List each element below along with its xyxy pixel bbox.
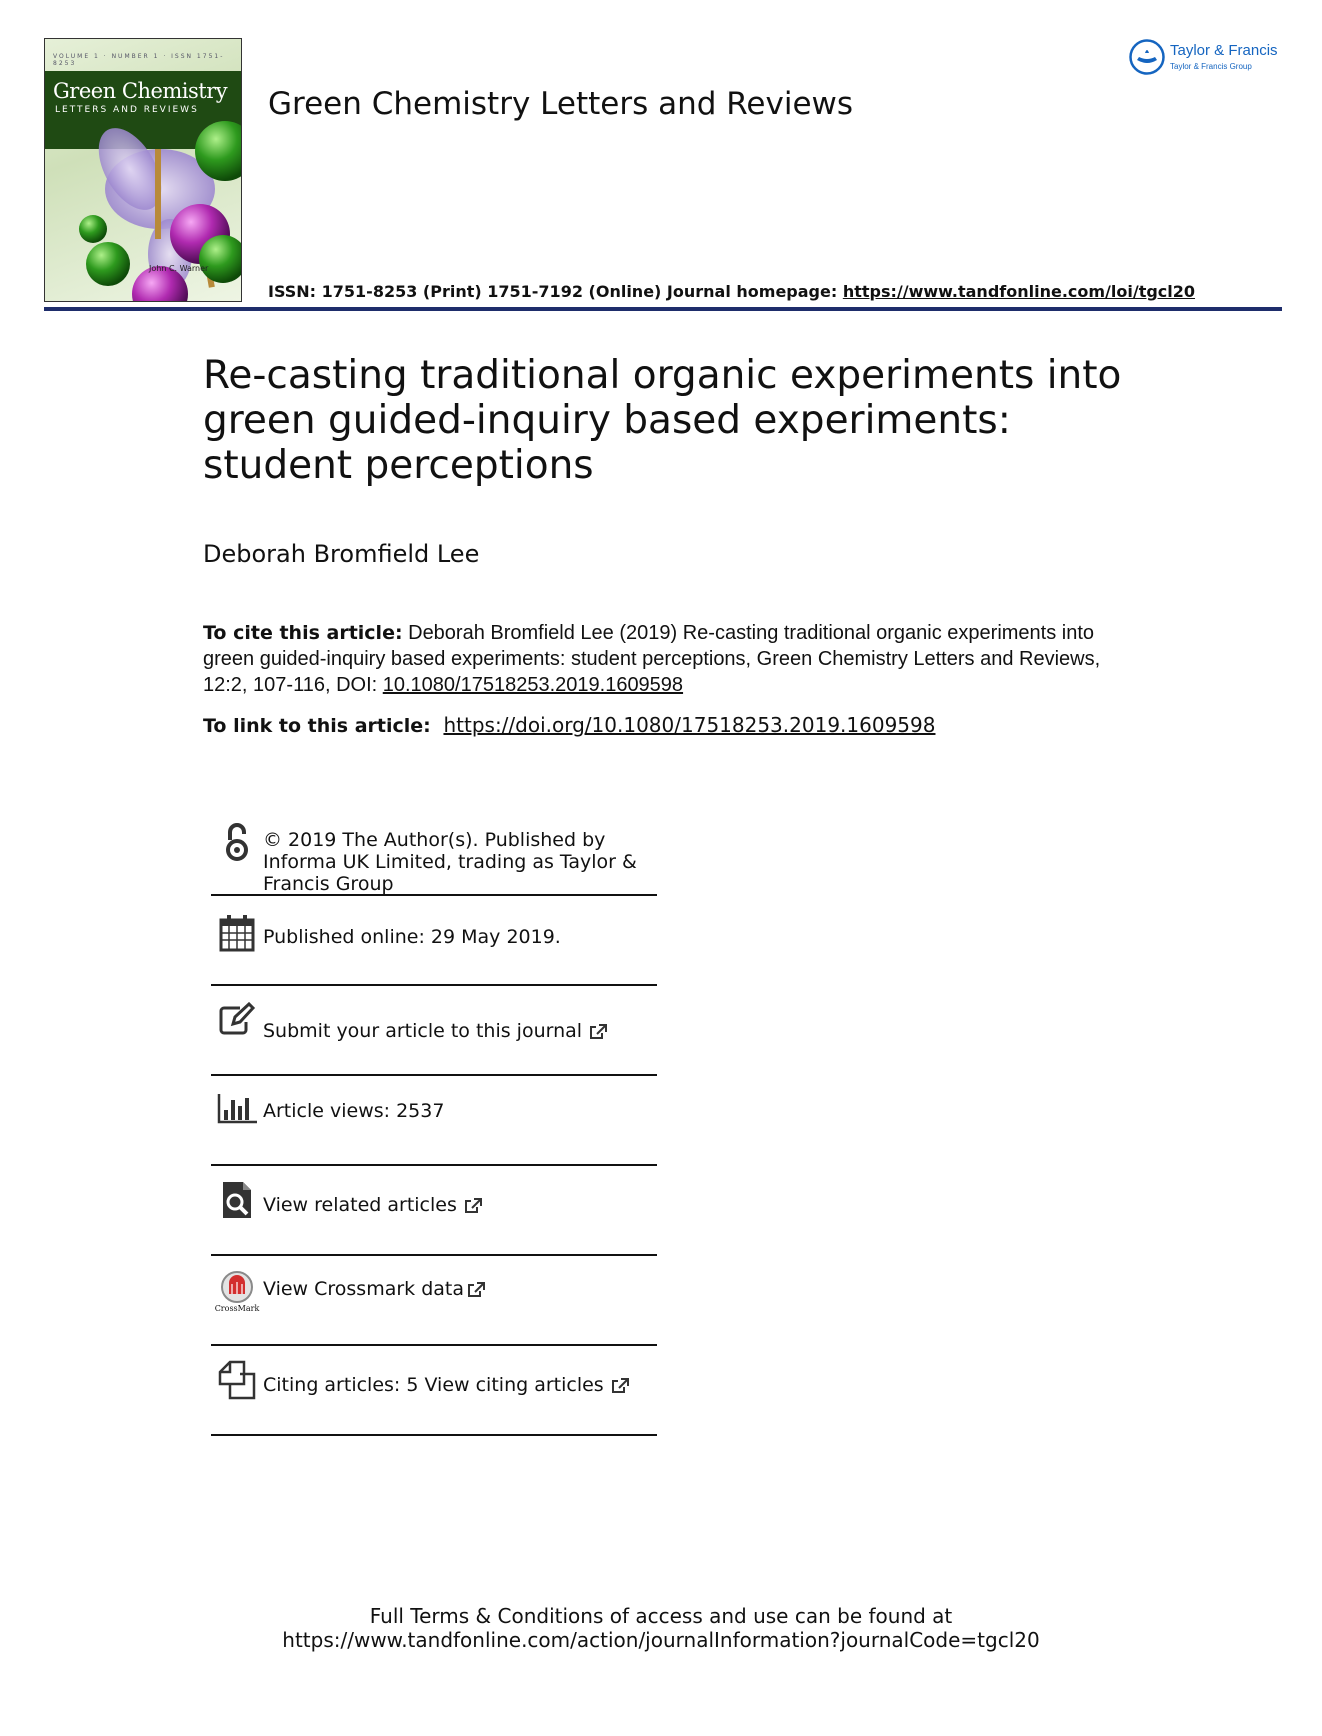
cite-text: Deborah Bromfield Lee (2019) Re-casting traditional organic experiments into green guided-inquiry based experiments: student perceptions, Green Chemistry Letters and Reviews, 12:2, 107-116, DOI: [203,622,1101,696]
article-views-row [211,1076,657,1166]
cover-molecule-illustration [45,39,241,301]
journal-title: Green Chemistry Letters and Reviews [268,86,854,122]
doi-link[interactable]: 10.1080/17518253.2019.1609598 [382,674,684,696]
calendar-icon [219,914,255,952]
license-text: © 2019 The Author(s). Published by Informa UK Limited, trading as Taylor & Francis Group [263,829,637,895]
cover-editor-name: John C. Warner [149,264,209,273]
search-document-icon [221,1180,253,1220]
article-title: Re-casting traditional organic experiments into green guided-inquiry based experiments: student perceptions [203,353,1122,488]
terms-line: Full Terms & Conditions of access and use can be found at [369,1604,953,1628]
citation-block [203,620,1103,698]
published-row [211,896,657,986]
cover-subtitle: LETTERS AND REVIEWS [55,105,199,115]
crossmark-icon [219,1270,255,1304]
doi-url-link[interactable]: https://doi.org/10.1080/17518253.2019.1609598 [443,713,936,737]
cite-label: To cite this article: [203,622,403,644]
cover-title: Green Chemistry [53,79,228,103]
open-access-icon [224,822,250,862]
related-articles-link[interactable]: View related articles [263,1194,457,1216]
terms-footer [0,1604,1322,1652]
journal-cover-image [44,38,242,302]
crossmark-link[interactable]: View Crossmark data [263,1278,465,1300]
terms-url[interactable]: https://www.tandfonline.com/action/journalInformation?journalCode=tgcl20 [282,1628,1040,1652]
publisher-name: Taylor & Francis [1170,42,1278,59]
cover-issue-line: VOLUME 1 · NUMBER 1 · ISSN 1751-8253 [53,53,225,67]
external-link-icon [588,1023,608,1041]
citing-articles-link[interactable]: Citing articles: 5 View citing articles [263,1374,604,1396]
citing-articles-icon [218,1360,256,1400]
article-info-list [211,812,657,1436]
header-divider [44,307,1282,311]
license-row [211,812,657,896]
taylor-francis-lamp-icon [1128,38,1166,76]
issn-line [268,282,1195,301]
crossmark-row[interactable] [211,1256,657,1346]
link-label: To link to this article: [203,715,431,737]
edit-icon [218,1002,256,1036]
published-date: Published online: 29 May 2019. [263,926,561,948]
external-link-icon [466,1281,486,1299]
publisher-logo[interactable] [1128,38,1288,78]
submit-article-row[interactable] [211,986,657,1076]
journal-homepage-link[interactable]: https://www.tandfonline.com/loi/tgcl20 [842,282,1196,301]
submit-article-link[interactable]: Submit your article to this journal [263,1020,583,1042]
citing-articles-row[interactable] [211,1346,657,1436]
article-views: Article views: 2537 [263,1100,445,1122]
external-link-icon [463,1197,483,1215]
publisher-group: Taylor & Francis Group [1170,62,1252,71]
article-link-line [203,713,935,737]
article-author: Deborah Bromfield Lee [203,540,480,568]
external-link-icon [610,1377,630,1395]
issn-text: ISSN: 1751-8253 (Print) 1751-7192 (Online) Journal homepage: [268,282,843,301]
bar-chart-icon [217,1092,257,1124]
crossmark-label: CrossMark [214,1304,260,1313]
related-articles-row[interactable] [211,1166,657,1256]
